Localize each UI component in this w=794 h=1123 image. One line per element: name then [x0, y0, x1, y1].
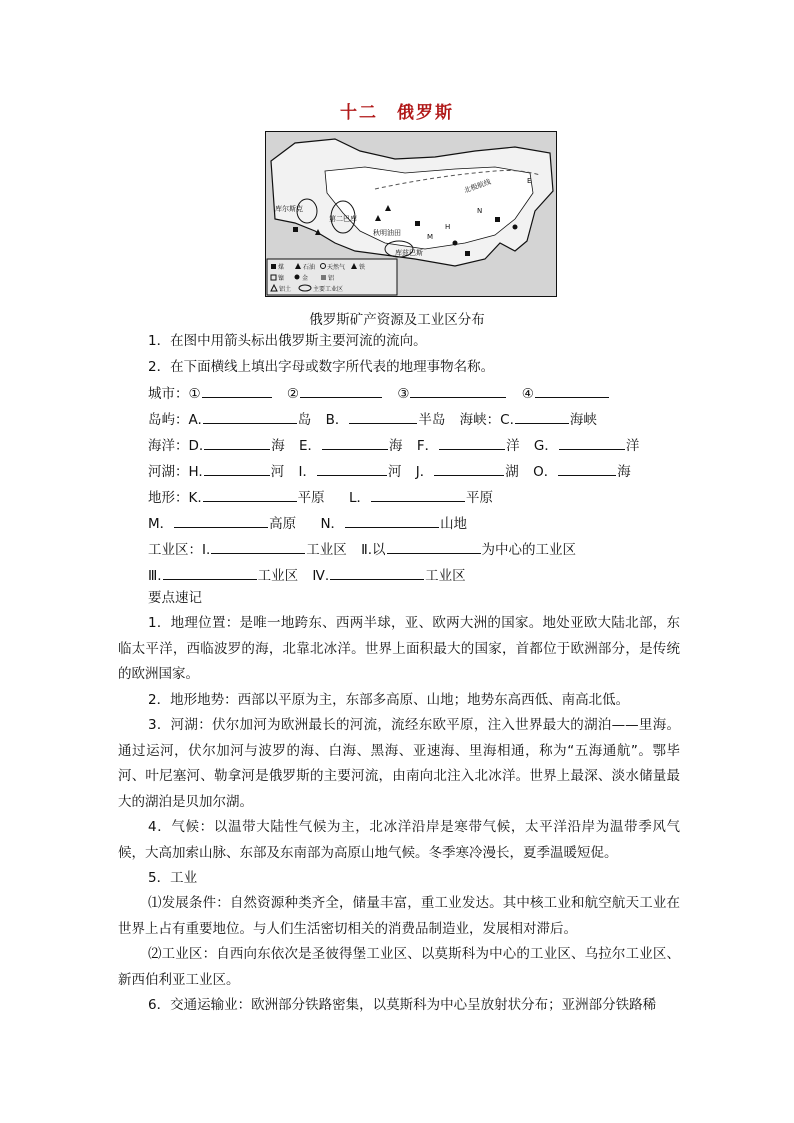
industry-III-label: Ⅲ. — [148, 568, 162, 584]
legend-oil: 石油 — [303, 264, 316, 271]
strait-label: 海峡：C. — [459, 412, 514, 428]
blank-city-3[interactable] — [410, 383, 506, 398]
blank-ocean-F[interactable] — [439, 435, 505, 450]
ocean-G-label: G． — [533, 438, 558, 454]
map-label-kursk: 库尔斯克 — [275, 205, 303, 213]
sea-D-suffix: 海 — [271, 438, 285, 454]
blank-city-4[interactable] — [535, 383, 609, 398]
lake-J-label: J． — [415, 464, 434, 480]
blank-mountain-N[interactable] — [345, 513, 439, 528]
river-label: 河湖：H. — [148, 464, 203, 480]
city-3-label: ③ — [397, 386, 410, 402]
river-I-suffix: 河 — [388, 464, 402, 480]
note-terrain: 2．地形地势：西部以平原为主，东部多高原、山地；地势东高西低、南高北低。 — [148, 692, 630, 708]
industry-II-suffix: 为中心的工业区 — [481, 542, 577, 558]
cities-label: 城市：① — [148, 386, 201, 402]
blank-city-2[interactable] — [300, 383, 382, 398]
page-title: 十二 俄罗斯 — [340, 103, 454, 123]
terrain-label: 地形：K. — [148, 490, 202, 506]
islands-label: 岛屿：A. — [148, 412, 202, 428]
note-climate: 4．气候：以温带大陆性气候为主，北冰洋沿岸是寒带气候，太平洋沿岸为温带季风气候，大高加索山脉、东部及东南部为高原山地气候。冬季寒冷漫长，夏季温暖短促。 — [118, 819, 680, 861]
plain-L-suffix: 平原 — [465, 490, 493, 506]
row-industry-1 — [148, 539, 576, 560]
sea-E-suffix: 海 — [389, 438, 403, 454]
row-cities — [148, 383, 610, 404]
legend-iron: 铁 — [359, 264, 366, 271]
map-label-H: H — [445, 223, 451, 231]
note-transport: 6．交通运输业：欧洲部分铁路密集，以莫斯科为中心呈放射状分布；亚洲部分铁路稀 — [148, 997, 657, 1013]
note-industry-conditions: ⑴发展条件：自然资源种类齐全，储量丰富，重工业发达。其中核工业和航空航天工业在世界上占有重要地位。与人们生活密切相关的消费品制造业，发展相对滞后。 — [118, 895, 680, 937]
ocean-label: 海洋：D. — [148, 438, 204, 454]
legend-industrial-zone: 主要工业区 — [313, 286, 344, 293]
lake-J-suffix: 湖 — [505, 464, 519, 480]
map-label-E: E — [527, 177, 532, 185]
blank-island-A[interactable] — [203, 409, 297, 424]
blank-sea-O[interactable] — [558, 461, 616, 476]
blank-industry-II[interactable] — [387, 539, 481, 554]
map-label-N: N — [477, 207, 483, 215]
blank-industry-IV[interactable] — [330, 565, 424, 580]
peninsula-suffix: 半岛 — [418, 412, 446, 428]
plateau-M-suffix: 高原 — [269, 516, 297, 532]
map-label-kuzbass: 库兹巴斯 — [395, 249, 423, 257]
blank-ocean-G[interactable] — [559, 435, 625, 450]
river-H-suffix: 河 — [270, 464, 285, 480]
industry-I-suffix: 工业区 — [306, 542, 347, 558]
river-I-label: I． — [298, 464, 316, 480]
row-oceans — [148, 435, 639, 456]
mountain-N-suffix: 山地 — [440, 516, 468, 532]
blank-lake-J[interactable] — [434, 461, 504, 476]
blank-sea-E[interactable] — [322, 435, 388, 450]
strait-suffix: 海峡 — [569, 412, 597, 428]
blank-plateau-M[interactable] — [174, 513, 268, 528]
blank-industry-I[interactable] — [211, 539, 305, 554]
map-label-north-route: 北极航线 — [462, 177, 492, 195]
blank-sea-D[interactable] — [204, 435, 270, 450]
city-2-label: ② — [286, 386, 300, 402]
industry-label: 工业区：Ⅰ. — [148, 542, 211, 558]
peninsula-label: B． — [325, 412, 349, 428]
ocean-G-suffix: 洋 — [625, 438, 640, 454]
plain-K-suffix: 平原 — [297, 490, 325, 506]
industry-II-label: Ⅱ.以 — [361, 542, 386, 558]
mountain-N-label: N． — [320, 516, 345, 532]
city-4-label: ④ — [521, 386, 534, 402]
legend-bauxite: 铝土 — [279, 286, 292, 293]
row-islands — [148, 409, 597, 430]
industry-III-suffix: 工业区 — [257, 568, 299, 584]
question-2: 2．在下面横线上填出字母或数字所代表的地理事物名称。 — [148, 359, 495, 375]
industry-IV-suffix: 工业区 — [425, 568, 466, 584]
legend-nickel: 镍 — [278, 275, 285, 282]
ocean-F-suffix: 洋 — [506, 438, 520, 454]
plain-L-label: L． — [348, 490, 370, 506]
legend-gold: 金 — [302, 275, 309, 282]
island-suffix: 岛 — [297, 412, 312, 428]
note-industry-zones: ⑵工业区：自西向东依次是圣彼得堡工业区、以莫斯科为中心的工业区、乌拉尔工业区、新西伯利亚工业区。 — [118, 946, 680, 988]
map-caption: 俄罗斯矿产资源及工业区分布 — [309, 312, 485, 328]
blank-plain-L[interactable] — [371, 487, 465, 502]
question-1: 1．在图中用箭头标出俄罗斯主要河流的流向。 — [148, 333, 427, 349]
legend-gas: 天然气 — [327, 264, 346, 271]
sea-O-suffix: 海 — [617, 464, 631, 480]
map-label-M: M — [427, 233, 434, 241]
legend-coal: 煤 — [278, 264, 285, 271]
blank-plain-K[interactable] — [203, 487, 297, 502]
blank-peninsula-B[interactable] — [349, 409, 417, 424]
blank-river-I[interactable] — [317, 461, 387, 476]
ocean-F-label: F． — [416, 438, 439, 454]
row-industry-2 — [148, 565, 466, 586]
industry-IV-label: Ⅳ. — [312, 568, 330, 584]
note-location: 1．地理位置：是唯一地跨东、西两半球，亚、欧两大洲的国家。地处亚欧大陆北部，东临太平洋，西临波罗的海，北靠北冰洋。世界上面积最大的国家，首都位于欧洲部分，是传统的欧洲国家。 — [118, 615, 680, 682]
sea-O-label: O． — [533, 464, 558, 480]
map-label-second-baku: 第二巴库 — [329, 215, 357, 223]
row-rivers — [148, 461, 631, 482]
row-terrain-2 — [148, 513, 467, 534]
blank-river-H[interactable] — [204, 461, 270, 476]
blank-strait-C[interactable] — [515, 409, 569, 424]
notes-heading: 要点速记 — [148, 590, 202, 606]
map-label-tyumen: 秋明油田 — [373, 229, 401, 237]
sea-E-label: E． — [298, 438, 322, 454]
russia-resource-map — [265, 131, 557, 297]
note-rivers: 3．河湖：伏尔加河为欧洲最长的河流，流经东欧平原，注入世界最大的湖泊——里海。通过运河，伏尔加河与波罗的海、白海、黑海、亚速海、里海相通，称为“五海通航”。鄂毕河、叶尼塞河、勒拿河是俄罗斯的主要河流，由南向北注入北冰洋。世界上最深、淡水储量最大的湖泊是贝加尔湖。 — [118, 717, 680, 810]
row-terrain-1 — [148, 487, 493, 508]
blank-industry-III[interactable] — [163, 565, 257, 580]
plateau-M-label: M． — [148, 516, 174, 532]
blank-city-1[interactable] — [202, 383, 272, 398]
legend-aluminium: 铝 — [328, 275, 335, 282]
note-industry: 5．工业 — [148, 870, 198, 886]
